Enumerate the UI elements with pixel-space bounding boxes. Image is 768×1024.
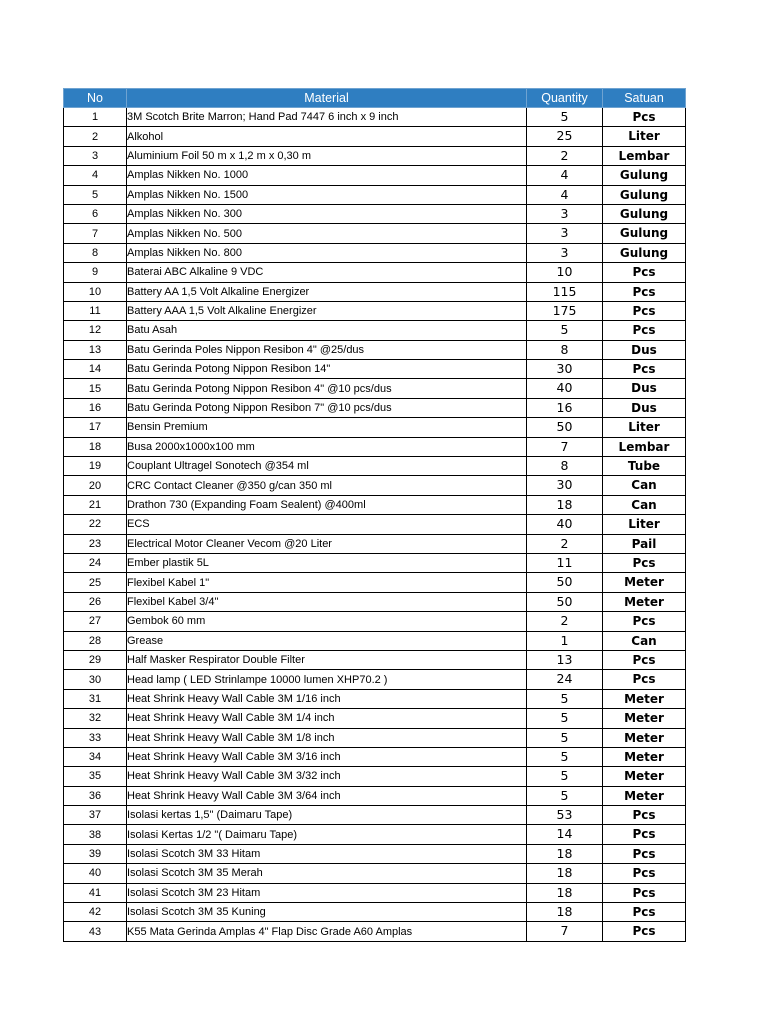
- table-row: [64, 340, 686, 359]
- cell-quantity[interactable]: 4: [527, 185, 603, 204]
- table-row: [64, 204, 686, 223]
- cell-no[interactable]: 37: [64, 806, 127, 825]
- cell-material[interactable]: Batu Asah: [127, 321, 527, 340]
- cell-no[interactable]: 2: [64, 127, 127, 146]
- cell-no[interactable]: 11: [64, 301, 127, 320]
- cell-satuan[interactable]: Gulung: [603, 185, 686, 204]
- cell-material[interactable]: Electrical Motor Cleaner Vecom @20 Liter: [127, 534, 527, 553]
- cell-quantity[interactable]: 8: [527, 340, 603, 359]
- cell-material[interactable]: Heat Shrink Heavy Wall Cable 3M 3/64 inch: [127, 786, 527, 805]
- cell-material[interactable]: Isolasi Scotch 3M 23 Hitam: [127, 883, 527, 902]
- cell-quantity[interactable]: 5: [527, 108, 603, 127]
- cell-no[interactable]: 24: [64, 553, 127, 572]
- cell-quantity[interactable]: 24: [527, 670, 603, 689]
- cell-satuan[interactable]: Pcs: [603, 612, 686, 631]
- cell-no[interactable]: 15: [64, 379, 127, 398]
- cell-satuan[interactable]: Pcs: [603, 321, 686, 340]
- cell-material[interactable]: Heat Shrink Heavy Wall Cable 3M 1/16 inch: [127, 689, 527, 708]
- cell-quantity[interactable]: 18: [527, 864, 603, 883]
- cell-material[interactable]: Battery AAA 1,5 Volt Alkaline Energizer: [127, 301, 527, 320]
- cell-material[interactable]: Ember plastik 5L: [127, 553, 527, 572]
- cell-material[interactable]: Isolasi Scotch 3M 33 Hitam: [127, 844, 527, 863]
- table-row: [64, 864, 686, 883]
- cell-no[interactable]: 23: [64, 534, 127, 553]
- table-row: [64, 612, 686, 631]
- cell-no[interactable]: 36: [64, 786, 127, 805]
- cell-material[interactable]: Heat Shrink Heavy Wall Cable 3M 3/16 inch: [127, 747, 527, 766]
- cell-quantity[interactable]: 7: [527, 437, 603, 456]
- cell-satuan[interactable]: Meter: [603, 747, 686, 766]
- cell-material[interactable]: Aluminium Foil 50 m x 1,2 m x 0,30 m: [127, 146, 527, 165]
- cell-material[interactable]: K55 Mata Gerinda Amplas 4" Flap Disc Grade A60 Amplas: [127, 922, 527, 941]
- cell-satuan[interactable]: Can: [603, 495, 686, 514]
- table-row: [64, 166, 686, 185]
- cell-no[interactable]: 10: [64, 282, 127, 301]
- cell-no[interactable]: 25: [64, 573, 127, 592]
- cell-material[interactable]: Batu Gerinda Potong Nippon Resibon 14": [127, 360, 527, 379]
- cell-no[interactable]: 43: [64, 922, 127, 941]
- table-row: [64, 185, 686, 204]
- cell-material[interactable]: Grease: [127, 631, 527, 650]
- cell-quantity[interactable]: 40: [527, 515, 603, 534]
- cell-no[interactable]: 7: [64, 224, 127, 243]
- cell-quantity[interactable]: 5: [527, 786, 603, 805]
- cell-quantity[interactable]: 2: [527, 612, 603, 631]
- cell-satuan[interactable]: Meter: [603, 592, 686, 611]
- cell-satuan[interactable]: Pcs: [603, 650, 686, 669]
- table-row: [64, 146, 686, 165]
- cell-material[interactable]: Batu Gerinda Potong Nippon Resibon 4" @10 pcs/dus: [127, 379, 527, 398]
- cell-material[interactable]: Gembok 60 mm: [127, 612, 527, 631]
- cell-no[interactable]: 14: [64, 360, 127, 379]
- cell-satuan[interactable]: Dus: [603, 398, 686, 417]
- table-row: [64, 844, 686, 863]
- cell-satuan[interactable]: Pcs: [603, 806, 686, 825]
- cell-quantity[interactable]: 5: [527, 709, 603, 728]
- cell-quantity[interactable]: 1: [527, 631, 603, 650]
- cell-quantity[interactable]: 16: [527, 398, 603, 417]
- table-row: [64, 903, 686, 922]
- cell-satuan[interactable]: Gulung: [603, 243, 686, 262]
- cell-no[interactable]: 16: [64, 398, 127, 417]
- cell-quantity[interactable]: 2: [527, 534, 603, 553]
- cell-satuan[interactable]: Meter: [603, 709, 686, 728]
- cell-no[interactable]: 20: [64, 476, 127, 495]
- table-row: [64, 767, 686, 786]
- cell-no[interactable]: 31: [64, 689, 127, 708]
- table-row: [64, 883, 686, 902]
- cell-no[interactable]: 29: [64, 650, 127, 669]
- cell-material[interactable]: Isolasi Scotch 3M 35 Merah: [127, 864, 527, 883]
- table-row: [64, 747, 686, 766]
- table-row: [64, 786, 686, 805]
- cell-satuan[interactable]: Tube: [603, 457, 686, 476]
- cell-quantity[interactable]: 2: [527, 146, 603, 165]
- table-row: [64, 689, 686, 708]
- table-row: [64, 224, 686, 243]
- cell-material[interactable]: Batu Gerinda Potong Nippon Resibon 7" @10 pcs/dus: [127, 398, 527, 417]
- cell-satuan[interactable]: Pcs: [603, 670, 686, 689]
- table-row: [64, 321, 686, 340]
- cell-quantity[interactable]: 4: [527, 166, 603, 185]
- cell-no[interactable]: 41: [64, 883, 127, 902]
- cell-no[interactable]: 8: [64, 243, 127, 262]
- cell-no[interactable]: 40: [64, 864, 127, 883]
- cell-satuan[interactable]: Meter: [603, 786, 686, 805]
- cell-material[interactable]: Isolasi Scotch 3M 35 Kuning: [127, 903, 527, 922]
- cell-no[interactable]: 30: [64, 670, 127, 689]
- cell-no[interactable]: 4: [64, 166, 127, 185]
- cell-satuan[interactable]: Pcs: [603, 883, 686, 902]
- cell-no[interactable]: 27: [64, 612, 127, 631]
- cell-satuan[interactable]: Pcs: [603, 263, 686, 282]
- table-row: [64, 476, 686, 495]
- cell-satuan[interactable]: Meter: [603, 689, 686, 708]
- cell-quantity[interactable]: 5: [527, 728, 603, 747]
- table-row: [64, 670, 686, 689]
- table-row: [64, 360, 686, 379]
- cell-no[interactable]: 39: [64, 844, 127, 863]
- cell-no[interactable]: 35: [64, 767, 127, 786]
- cell-material[interactable]: Amplas Nikken No. 500: [127, 224, 527, 243]
- cell-material[interactable]: Drathon 730 (Expanding Foam Sealent) @400ml: [127, 495, 527, 514]
- cell-satuan[interactable]: Pail: [603, 534, 686, 553]
- table-row: [64, 728, 686, 747]
- cell-quantity[interactable]: 115: [527, 282, 603, 301]
- cell-material[interactable]: Head lamp ( LED Strinlampe 10000 lumen XHP70.2 ): [127, 670, 527, 689]
- cell-quantity[interactable]: 18: [527, 883, 603, 902]
- cell-quantity[interactable]: 18: [527, 844, 603, 863]
- cell-material[interactable]: Bensin Premium: [127, 418, 527, 437]
- cell-quantity[interactable]: 5: [527, 767, 603, 786]
- table-row: [64, 418, 686, 437]
- cell-quantity[interactable]: 40: [527, 379, 603, 398]
- cell-material[interactable]: Batu Gerinda Poles Nippon Resibon 4" @25/dus: [127, 340, 527, 359]
- table-row: [64, 457, 686, 476]
- cell-no[interactable]: 9: [64, 263, 127, 282]
- table-row: [64, 806, 686, 825]
- cell-material[interactable]: Amplas Nikken No. 1000: [127, 166, 527, 185]
- table-row: [64, 573, 686, 592]
- table-row: [64, 534, 686, 553]
- cell-satuan[interactable]: Pcs: [603, 553, 686, 572]
- cell-quantity[interactable]: 7: [527, 922, 603, 941]
- cell-quantity[interactable]: 30: [527, 360, 603, 379]
- cell-satuan[interactable]: Liter: [603, 127, 686, 146]
- cell-material[interactable]: Heat Shrink Heavy Wall Cable 3M 3/32 inch: [127, 767, 527, 786]
- cell-quantity[interactable]: 11: [527, 553, 603, 572]
- cell-no[interactable]: 19: [64, 457, 127, 476]
- header-quantity[interactable]: Quantity: [527, 89, 603, 108]
- cell-satuan[interactable]: Pcs: [603, 844, 686, 863]
- cell-no[interactable]: 26: [64, 592, 127, 611]
- cell-satuan[interactable]: Meter: [603, 728, 686, 747]
- cell-quantity[interactable]: 18: [527, 903, 603, 922]
- cell-no[interactable]: 42: [64, 903, 127, 922]
- cell-no[interactable]: 5: [64, 185, 127, 204]
- cell-satuan[interactable]: Liter: [603, 418, 686, 437]
- cell-quantity[interactable]: 50: [527, 573, 603, 592]
- cell-no[interactable]: 3: [64, 146, 127, 165]
- table-row: [64, 650, 686, 669]
- cell-quantity[interactable]: 5: [527, 747, 603, 766]
- cell-material[interactable]: Half Masker Respirator Double Filter: [127, 650, 527, 669]
- table-row: [64, 553, 686, 572]
- table-row: [64, 263, 686, 282]
- cell-material[interactable]: Couplant Ultragel Sonotech @354 ml: [127, 457, 527, 476]
- material-table: [63, 88, 686, 942]
- cell-quantity[interactable]: 13: [527, 650, 603, 669]
- cell-satuan[interactable]: Gulung: [603, 204, 686, 223]
- header-no[interactable]: No: [64, 89, 127, 108]
- cell-no[interactable]: 28: [64, 631, 127, 650]
- cell-satuan[interactable]: Pcs: [603, 864, 686, 883]
- table-body: [64, 108, 686, 942]
- table-row: [64, 108, 686, 127]
- cell-material[interactable]: Heat Shrink Heavy Wall Cable 3M 1/8 inch: [127, 728, 527, 747]
- cell-satuan[interactable]: Pcs: [603, 301, 686, 320]
- cell-material[interactable]: CRC Contact Cleaner @350 g/can 350 ml: [127, 476, 527, 495]
- cell-quantity[interactable]: 25: [527, 127, 603, 146]
- table-row: [64, 709, 686, 728]
- cell-satuan[interactable]: Gulung: [603, 224, 686, 243]
- table-row: [64, 243, 686, 262]
- table-header-row: [64, 89, 686, 108]
- cell-satuan[interactable]: Can: [603, 476, 686, 495]
- cell-no[interactable]: 21: [64, 495, 127, 514]
- cell-material[interactable]: 3M Scotch Brite Marron; Hand Pad 7447 6 inch x 9 inch: [127, 108, 527, 127]
- cell-quantity[interactable]: 175: [527, 301, 603, 320]
- cell-quantity[interactable]: 5: [527, 689, 603, 708]
- cell-satuan[interactable]: Pcs: [603, 360, 686, 379]
- cell-satuan[interactable]: Pcs: [603, 922, 686, 941]
- cell-material[interactable]: Battery AA 1,5 Volt Alkaline Energizer: [127, 282, 527, 301]
- table-row: [64, 398, 686, 417]
- cell-material[interactable]: Amplas Nikken No. 300: [127, 204, 527, 223]
- cell-no[interactable]: 22: [64, 515, 127, 534]
- cell-satuan[interactable]: Pcs: [603, 825, 686, 844]
- cell-quantity[interactable]: 5: [527, 321, 603, 340]
- cell-satuan[interactable]: Meter: [603, 767, 686, 786]
- table-row: [64, 127, 686, 146]
- table-row: [64, 922, 686, 941]
- cell-satuan[interactable]: Lembar: [603, 146, 686, 165]
- cell-satuan[interactable]: Can: [603, 631, 686, 650]
- cell-material[interactable]: Amplas Nikken No. 1500: [127, 185, 527, 204]
- table-row: [64, 437, 686, 456]
- cell-satuan[interactable]: Dus: [603, 379, 686, 398]
- cell-quantity[interactable]: 3: [527, 204, 603, 223]
- cell-material[interactable]: Heat Shrink Heavy Wall Cable 3M 1/4 inch: [127, 709, 527, 728]
- cell-satuan[interactable]: Liter: [603, 515, 686, 534]
- cell-quantity[interactable]: 14: [527, 825, 603, 844]
- cell-material[interactable]: Isolasi kertas 1,5" (Daimaru Tape): [127, 806, 527, 825]
- table-row: [64, 631, 686, 650]
- cell-material[interactable]: Alkohol: [127, 127, 527, 146]
- cell-quantity[interactable]: 30: [527, 476, 603, 495]
- cell-quantity[interactable]: 53: [527, 806, 603, 825]
- table-row: [64, 379, 686, 398]
- cell-no[interactable]: 6: [64, 204, 127, 223]
- cell-satuan[interactable]: Dus: [603, 340, 686, 359]
- cell-quantity[interactable]: 50: [527, 418, 603, 437]
- cell-no[interactable]: 32: [64, 709, 127, 728]
- cell-satuan[interactable]: Gulung: [603, 166, 686, 185]
- table-row: [64, 592, 686, 611]
- cell-material[interactable]: Baterai ABC Alkaline 9 VDC: [127, 263, 527, 282]
- cell-material[interactable]: Amplas Nikken No. 800: [127, 243, 527, 262]
- table-row: [64, 301, 686, 320]
- cell-satuan[interactable]: Pcs: [603, 903, 686, 922]
- header-satuan[interactable]: Satuan: [603, 89, 686, 108]
- cell-material[interactable]: Flexibel Kabel 3/4": [127, 592, 527, 611]
- header-material[interactable]: Material: [127, 89, 527, 108]
- table-row: [64, 495, 686, 514]
- cell-no[interactable]: 34: [64, 747, 127, 766]
- cell-quantity[interactable]: 18: [527, 495, 603, 514]
- cell-quantity[interactable]: 3: [527, 243, 603, 262]
- cell-quantity[interactable]: 3: [527, 224, 603, 243]
- cell-satuan[interactable]: Pcs: [603, 108, 686, 127]
- table-row: [64, 282, 686, 301]
- cell-material[interactable]: ECS: [127, 515, 527, 534]
- cell-no[interactable]: 12: [64, 321, 127, 340]
- table-row: [64, 825, 686, 844]
- cell-quantity[interactable]: 10: [527, 263, 603, 282]
- table-row: [64, 515, 686, 534]
- cell-satuan[interactable]: Pcs: [603, 282, 686, 301]
- cell-quantity[interactable]: 8: [527, 457, 603, 476]
- cell-no[interactable]: 38: [64, 825, 127, 844]
- cell-material[interactable]: Isolasi Kertas 1/2 "( Daimaru Tape): [127, 825, 527, 844]
- cell-satuan[interactable]: Lembar: [603, 437, 686, 456]
- cell-no[interactable]: 1: [64, 108, 127, 127]
- cell-no[interactable]: 33: [64, 728, 127, 747]
- cell-satuan[interactable]: Meter: [603, 573, 686, 592]
- cell-no[interactable]: 17: [64, 418, 127, 437]
- cell-material[interactable]: Flexibel Kabel 1": [127, 573, 527, 592]
- cell-quantity[interactable]: 50: [527, 592, 603, 611]
- cell-material[interactable]: Busa 2000x1000x100 mm: [127, 437, 527, 456]
- cell-no[interactable]: 13: [64, 340, 127, 359]
- cell-no[interactable]: 18: [64, 437, 127, 456]
